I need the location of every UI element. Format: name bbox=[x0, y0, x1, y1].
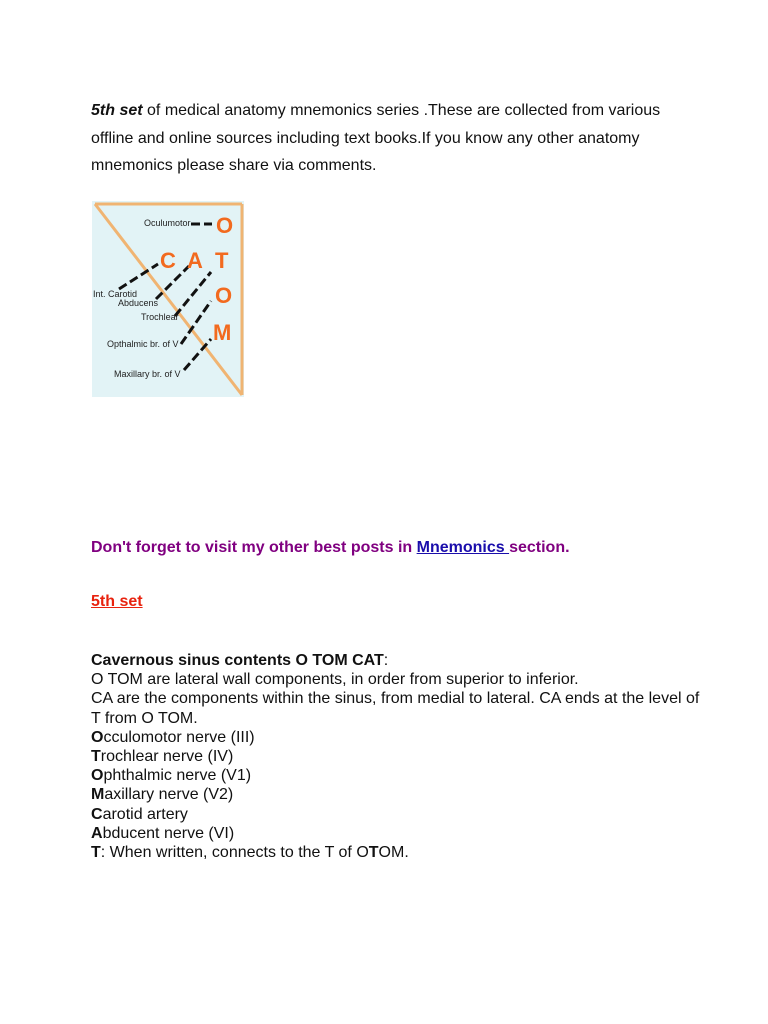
intro-text: of medical anatomy mnemonics series .These are collected from various offline and online sources including text books.If you know any other anatomy mnemonics please share via comments. bbox=[91, 102, 661, 174]
mnemonics-link[interactable]: Mnemonics bbox=[416, 539, 510, 556]
letter-o-mid: O bbox=[215, 283, 233, 308]
list-item: Ophthalmic nerve (V1) bbox=[91, 767, 252, 785]
content-heading-rest: : bbox=[383, 652, 389, 669]
letter-c: C bbox=[160, 248, 176, 273]
list-item: Carotid artery bbox=[91, 805, 188, 823]
letter-a: A bbox=[187, 248, 203, 273]
list-item-last: T: When written, connects to the T of OTOM. bbox=[91, 844, 409, 862]
list-item: Trochlear nerve (IV) bbox=[91, 748, 234, 766]
label-opthalmic: Opthalmic br. of V bbox=[107, 339, 179, 349]
label-int-carotid: Int. Carotid bbox=[93, 289, 138, 299]
promo-line bbox=[91, 539, 570, 557]
content-heading-bold: Cavernous sinus contents O TOM CAT bbox=[91, 652, 384, 669]
content-heading bbox=[91, 651, 711, 670]
letter-t: T bbox=[215, 248, 229, 273]
set-label[interactable]: 5th set bbox=[91, 593, 143, 610]
letter-o-top: O bbox=[216, 213, 234, 238]
promo-before: Don't forget to visit my other best posts in bbox=[91, 539, 417, 556]
label-oculomotor: Oculumotor bbox=[144, 218, 191, 228]
label-trochlear: Trochlear bbox=[141, 312, 179, 322]
intro-lead: 5th set bbox=[91, 102, 143, 119]
list-item: Abducent nerve (VI) bbox=[91, 824, 235, 842]
content-line-1: O TOM are lateral wall components, in order from superior to inferior. bbox=[91, 671, 579, 689]
promo-after: section. bbox=[509, 539, 570, 556]
label-maxillary: Maxillary br. of V bbox=[114, 369, 181, 379]
list-item: Occulomotor nerve (III) bbox=[91, 728, 255, 746]
content-line-2: CA are the components within the sinus, from medial to lateral. CA ends at the level of T from O TOM. bbox=[91, 690, 700, 727]
intro-paragraph bbox=[91, 97, 691, 180]
list-item: Maxillary nerve (V2) bbox=[91, 786, 234, 804]
otomcat-diagram bbox=[92, 201, 244, 397]
letter-m: M bbox=[213, 320, 232, 345]
mnemonic-content bbox=[91, 651, 711, 862]
label-abducens: Abducens bbox=[118, 298, 159, 308]
